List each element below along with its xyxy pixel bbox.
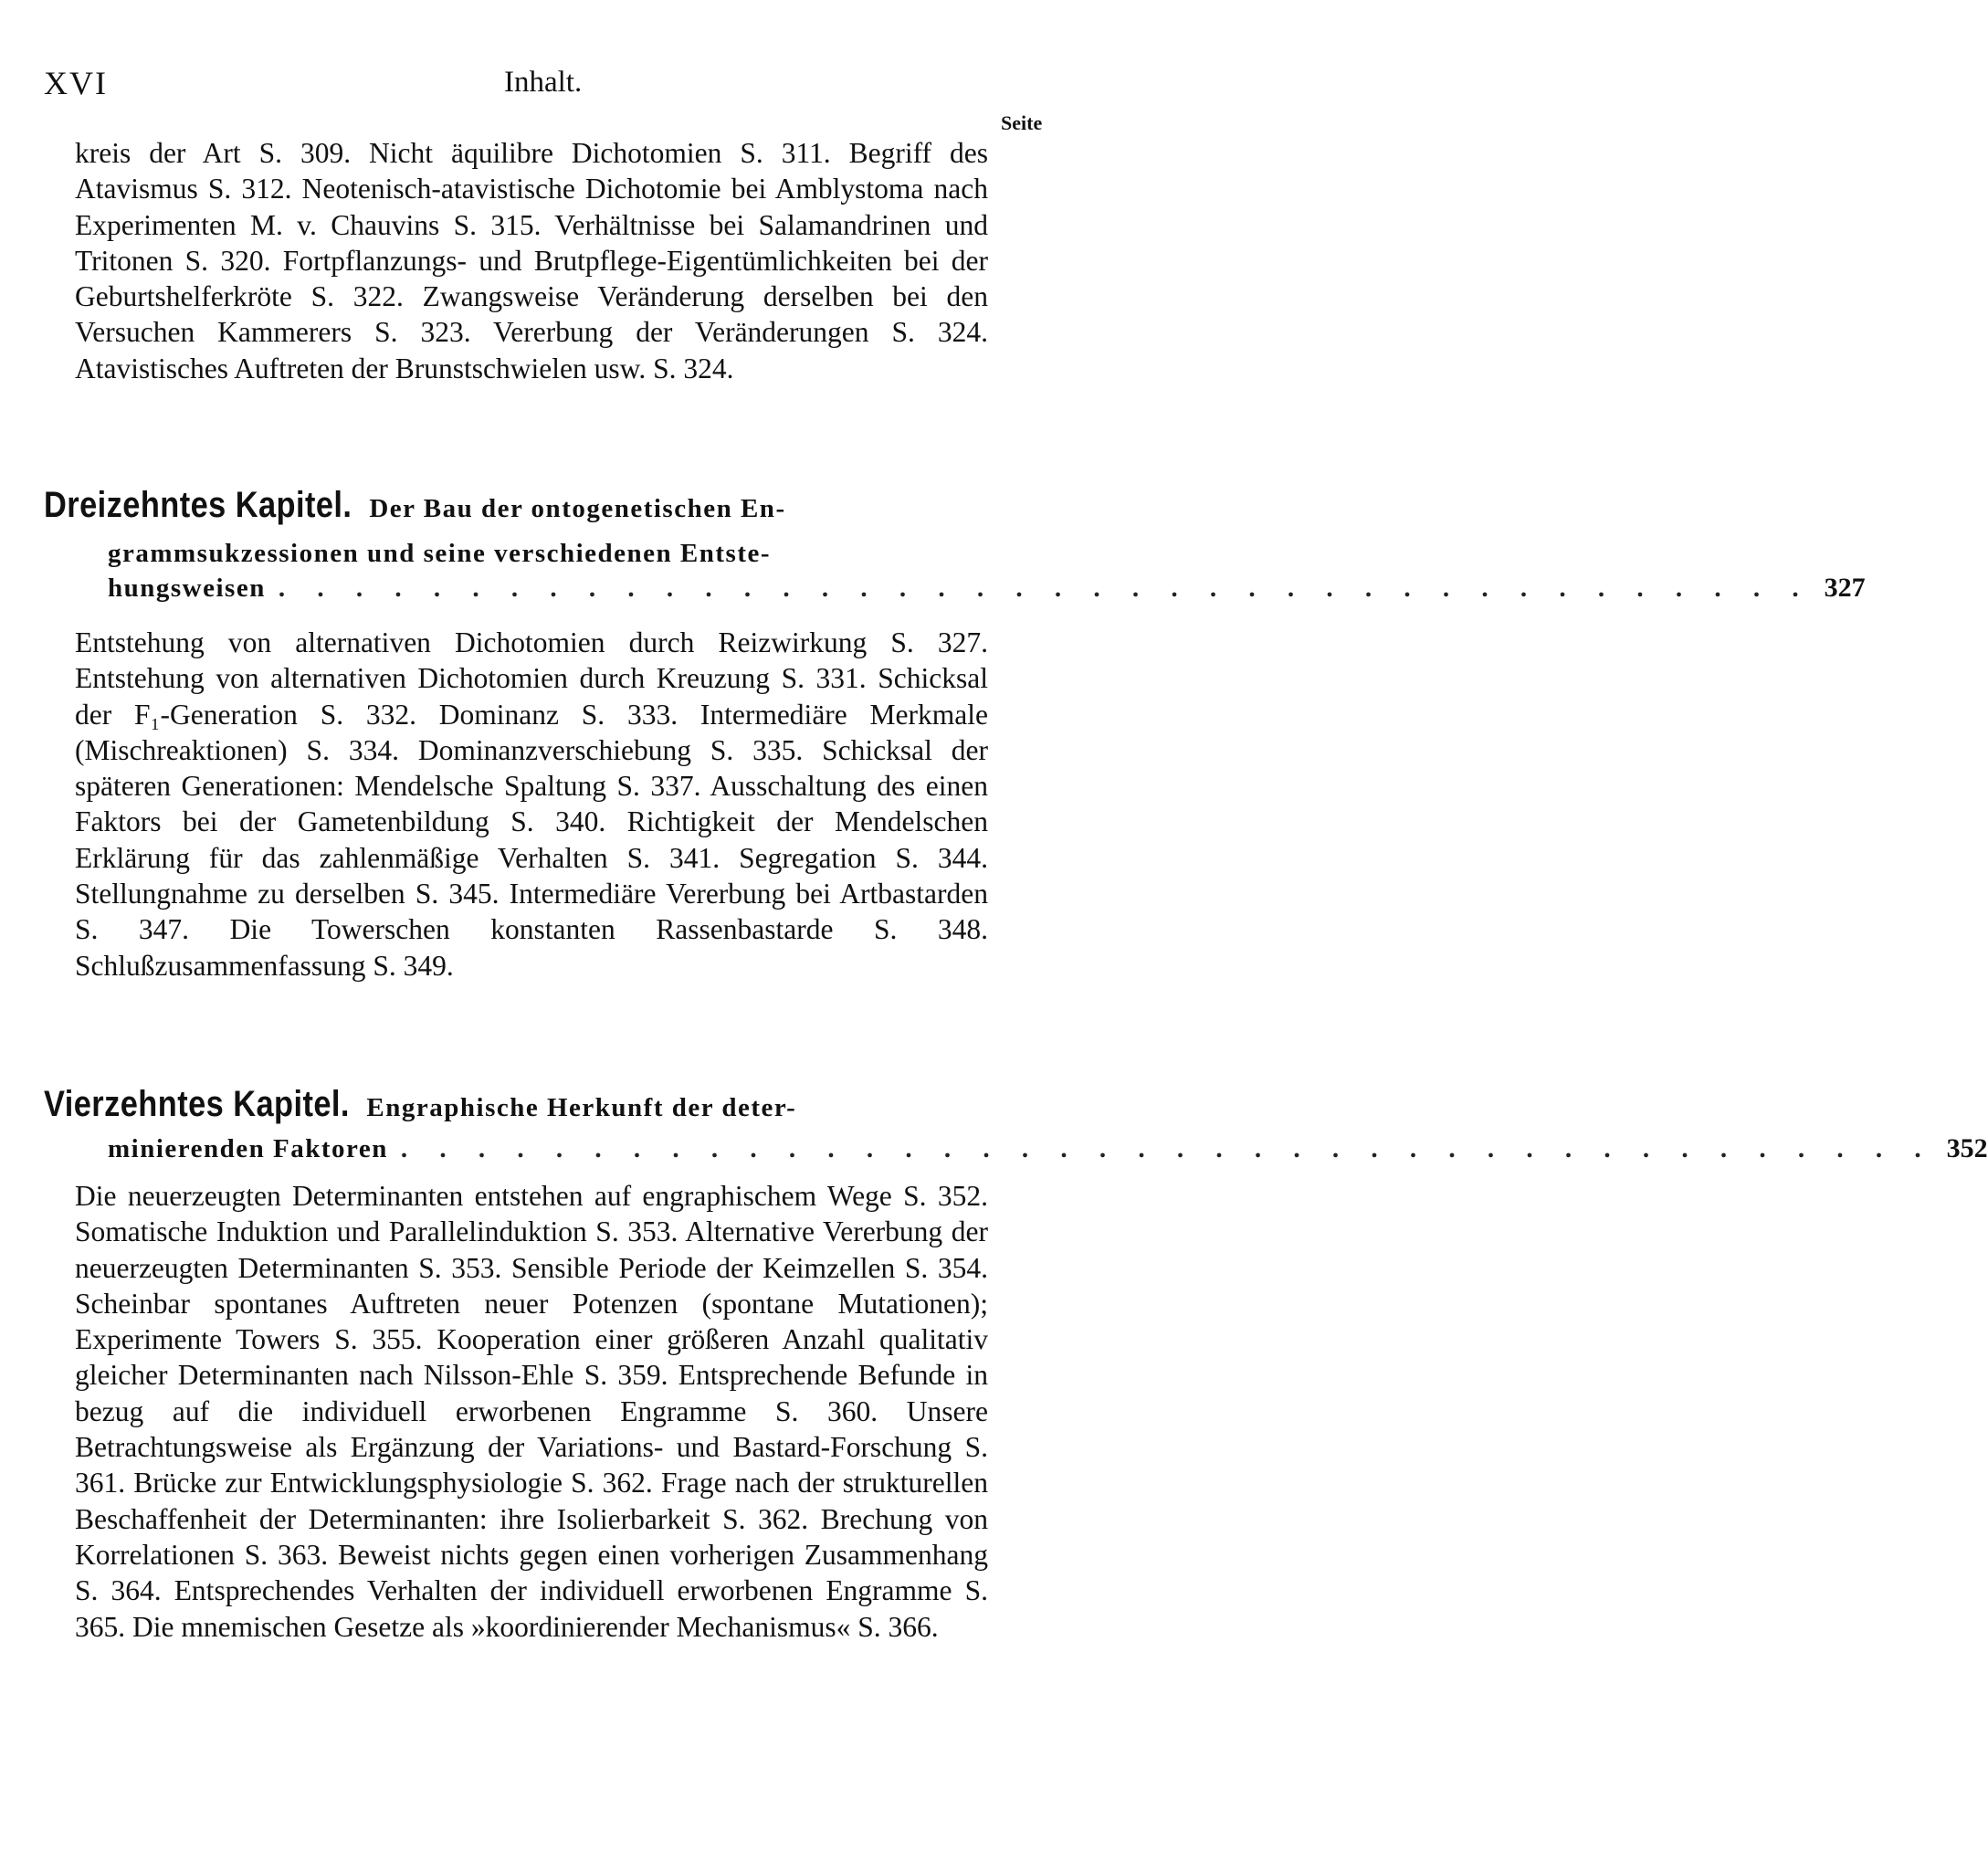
chapter-title: Vierzehntes Kapitel. <box>44 1084 350 1124</box>
chapter-heading-14 <box>44 1083 1988 1164</box>
chapter-heading-line <box>44 1083 1057 1133</box>
chapter-subtitle-end: hungsweisen <box>108 573 266 603</box>
chapter-subtitle-last-line <box>44 1133 1988 1164</box>
chapter-page-number: 327 <box>1824 573 1866 603</box>
chapter-subtitle: Der Bau der ontogenetischen En- <box>369 494 786 523</box>
running-title: Inhalt. <box>504 66 583 99</box>
chapter-page-number: 352 <box>1946 1133 1988 1163</box>
chapter-heading-line <box>44 484 1057 534</box>
chapter-title: Dreizehntes Kapitel. <box>44 485 352 525</box>
chapter-heading-13 <box>44 484 1866 604</box>
toc-paragraph-continuation: kreis der Art S. 309. Nicht äquilibre Dichotomien S. 311. Begriff des Atavismus S. 312. Neotenisch-atavistische Dichotomie bei Amblystoma nach Experimenten M. v. Chauvins S. 315. Verhältnisse bei Salamandrinen und Tritonen S. 320. Fortpflanzungs- und Brutpflege-Eigentümlichkeiten bei der Geburtshelferkröte S. 322. Zwangsweise Veränderung derselben bei den Versuchen Kammerers S. 323. Vererbung der Veränderungen S. 324. Atavistisches Auftreten der Brunstschwielen usw. S. 324. <box>75 137 988 384</box>
column-label-seite: Seite <box>1001 111 1043 134</box>
chapter-subtitle-end: minierenden Faktoren <box>108 1134 388 1163</box>
chapter-subtitle: Engraphische Herkunft der deter- <box>366 1093 797 1122</box>
toc-paragraph-chapter-13: Entstehung von alternativen Dichotomien durch Reizwirkung S. 327. Entstehung von alternativen Dichotomien durch Kreuzung S. 331. Schicksal der F₁-Generation S. 332. Dominanz S. 333. Intermediäre Merkmale (Mischreaktionen) S. 334. Dominanzverschiebung S. 335. Schicksal der späteren Generationen: Mendelsche Spaltung S. 337. Ausschaltung des einen Faktors bei der Gametenbildung S. 340. Richtigkeit der Mendelschen Erklärung für das zahlenmäßige Verhalten S. 341. Segregation S. 344. Stellungnahme zu derselben S. 345. Intermediäre Vererbung bei Artbastarden S. 347. Die Towerschen konstanten Rassenbastarde S. 348. Schlußzusammenfassung S. 349. <box>75 626 988 982</box>
chapter-subtitle-last-line <box>44 573 1866 604</box>
chapter-subtitle-continued: grammsukzessionen und seine verschiedenen Entste- <box>108 539 772 568</box>
leader-dots: . . . . . . . . . . . . . . . . . . . . . . . . . . . . . . . . . . . . . . . . <box>400 1134 1934 1163</box>
toc-paragraph-chapter-14: Die neuerzeugten Determinanten entstehen auf engraphischem Wege S. 352. Somatische Induktion und Parallelinduktion S. 353. Alternative Vererbung der neuerzeugten Determinanten S. 353. Sensible Periode der Keimzellen S. 354. Scheinbar spontanes Auftreten neuer Potenzen (spontane Mutationen); Experimente Towers S. 355. Kooperation einer größeren Anzahl qualitativ gleicher Determinanten nach Nilsson-Ehle S. 359. Entsprechende Befunde in bezug auf die individuell erworbenen Engramme S. 360. Unsere Betrachtungsweise als Ergänzung der Variations- und Bastard-Forschung S. 361. Brücke zur Entwicklungsphysiologie S. 362. Frage nach der strukturellen Beschaffenheit der Determinanten: ihre Isolierbarkeit S. 362. Brechung von Korrelationen S. 363. Beweist nichts gegen einen vorherigen Zusammenhang S. 364. Entsprechendes Verhalten der individuell erworbenen Engramme S. 365. Die mnemischen Gesetze als »koordinierender Mechanismus« S. 366. <box>75 1180 988 1643</box>
leader-dots: . . . . . . . . . . . . . . . . . . . . . . . . . . . . . . . . . . . . . . . . <box>278 573 1812 603</box>
page-number: XVI <box>44 65 108 101</box>
